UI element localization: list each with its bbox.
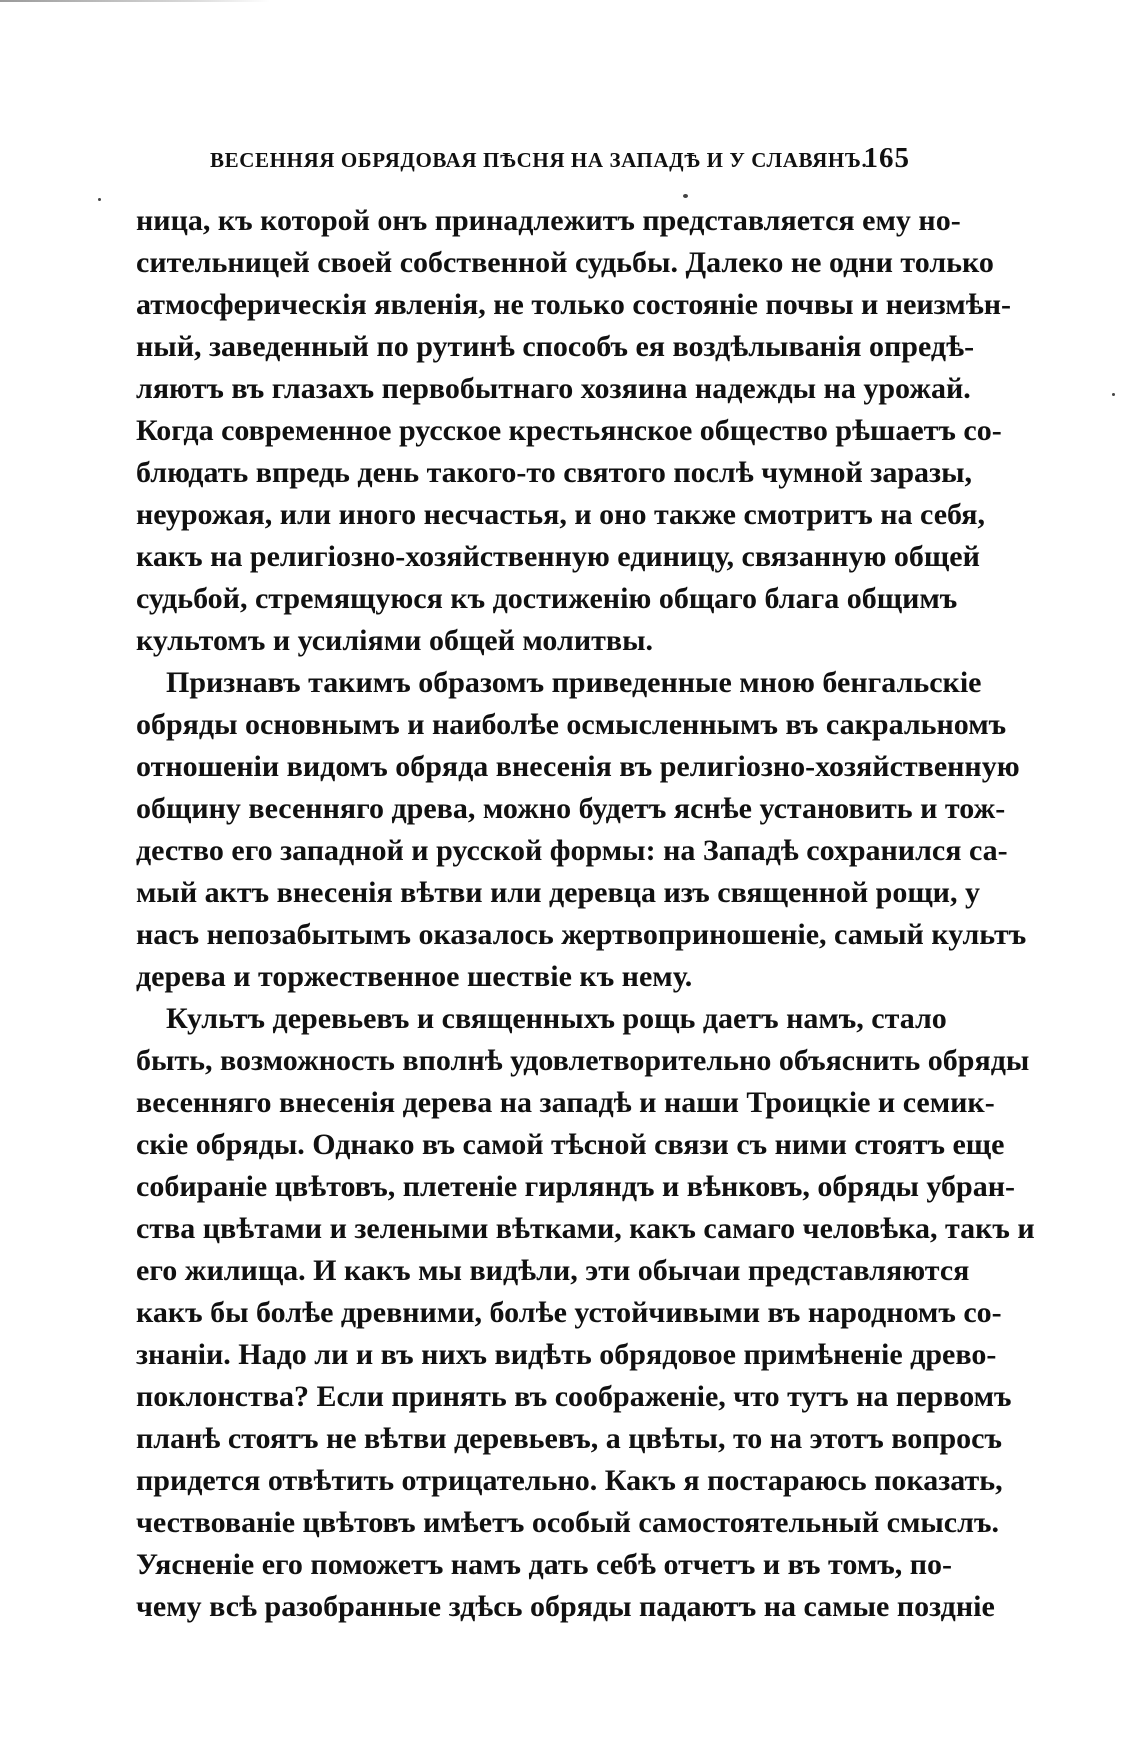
- text-line: неурожая, или иного несчастья, и оно также смотритъ на себя,: [136, 498, 986, 531]
- paragraph-1: [136, 200, 1012, 662]
- text-line: блюдать впредь день такого-то святого послѣ чумной заразы,: [136, 456, 973, 489]
- text-line: ный, заведенный по рутинѣ способъ ея воздѣлыванія опредѣ-: [136, 330, 975, 363]
- text-line: его жилища. И какъ мы видѣли, эти обычаи представляются: [136, 1254, 970, 1287]
- text-line: быть, возможность вполнѣ удовлетворительно объяснить обряды: [136, 1044, 1030, 1077]
- ink-speck: [683, 194, 688, 198]
- text-line: Признавъ такимъ образомъ приведенные мною бенгальскіе: [166, 666, 982, 699]
- running-title: ВЕСЕННЯЯ ОБРЯДОВАЯ ПѢСНЯ НА ЗАПАДѢ И У СЛАВЯНЪ.: [210, 148, 868, 172]
- text-line: судьбой, стремящуюся къ достиженію общаго блага общимъ: [136, 582, 958, 615]
- text-line: насъ непозабытымъ оказалось жертвоприношеніе, самый культъ: [136, 918, 1027, 951]
- text-line: планѣ стоятъ не вѣтви деревьевъ, а цвѣты, то на этотъ вопросъ: [136, 1422, 1002, 1455]
- text-line: знаніи. Надо ли и въ нихъ видѣть обрядовое примѣненіе древо-: [136, 1338, 997, 1371]
- text-line: ляютъ въ глазахъ первобытнаго хозяина надежды на урожай.: [136, 372, 971, 405]
- text-line: скіе обряды. Однако въ самой тѣсной связи съ ними стоятъ еще: [136, 1128, 1005, 1161]
- text-line: обряды основнымъ и наиболѣе осмысленнымъ въ сакральномъ: [136, 708, 1007, 741]
- text-line: какъ на религіозно-хозяйственную единицу, связанную общей: [136, 540, 980, 573]
- body-text: [136, 200, 1035, 1628]
- running-head: [210, 142, 910, 186]
- paragraph-2: [136, 662, 1027, 998]
- text-line: дерева и торжественное шествіе къ нему.: [136, 960, 693, 993]
- text-line: Когда современное русское крестьянское общество рѣшаетъ со-: [136, 414, 1002, 447]
- text-line: собираніе цвѣтовъ, плетеніе гирляндъ и вѣнковъ, обряды убран-: [136, 1170, 1015, 1203]
- text-line: Уясненіе его поможетъ намъ дать себѣ отчетъ и въ томъ, по-: [136, 1548, 953, 1581]
- text-line: атмосферическія явленія, не только состояніе почвы и неизмѣн-: [136, 288, 1012, 321]
- text-line: чему всѣ разобранные здѣсь обряды падаютъ на самые поздніе: [136, 1590, 995, 1623]
- text-line: ница, къ которой онъ принадлежитъ представляется ему но-: [136, 204, 961, 237]
- text-line: Культъ деревьевъ и священныхъ рощь даетъ намъ, стало: [166, 1002, 947, 1035]
- text-line: чествованіе цвѣтовъ имѣетъ особый самостоятельный смыслъ.: [136, 1506, 999, 1539]
- text-line: дество его западной и русской формы: на Западѣ сохранился са-: [136, 834, 1008, 867]
- text-line: ства цвѣтами и зелеными вѣтками, какъ самаго человѣка, такъ и: [136, 1212, 1035, 1245]
- scan-edge-artifact: [0, 0, 270, 2]
- text-line: какъ бы болѣе древними, болѣе устойчивыми въ народномъ со-: [136, 1296, 1002, 1329]
- text-line: культомъ и усиліями общей молитвы.: [136, 624, 653, 657]
- text-line: сительницей своей собственной судьбы. Далеко не одни только: [136, 246, 994, 279]
- text-line: весенняго внесенія дерева на западѣ и наши Троицкіе и семик-: [136, 1086, 995, 1119]
- text-line: придется отвѣтить отрицательно. Какъ я постараюсь показать,: [136, 1464, 1003, 1497]
- text-line: общину весенняго древа, можно будетъ яснѣе установить и тож-: [136, 792, 1006, 825]
- text-line: мый актъ внесенія вѣтви или деревца изъ священной рощи, у: [136, 876, 980, 909]
- paragraph-3: [136, 998, 1035, 1628]
- text-line: отношеніи видомъ обряда внесенія въ религіозно-хозяйственную: [136, 750, 1020, 783]
- ink-speck: [98, 198, 101, 201]
- page-number: 165: [863, 142, 910, 174]
- text-line: поклонства? Если принять въ соображеніе, что тутъ на первомъ: [136, 1380, 1012, 1413]
- ink-speck: [1112, 393, 1115, 396]
